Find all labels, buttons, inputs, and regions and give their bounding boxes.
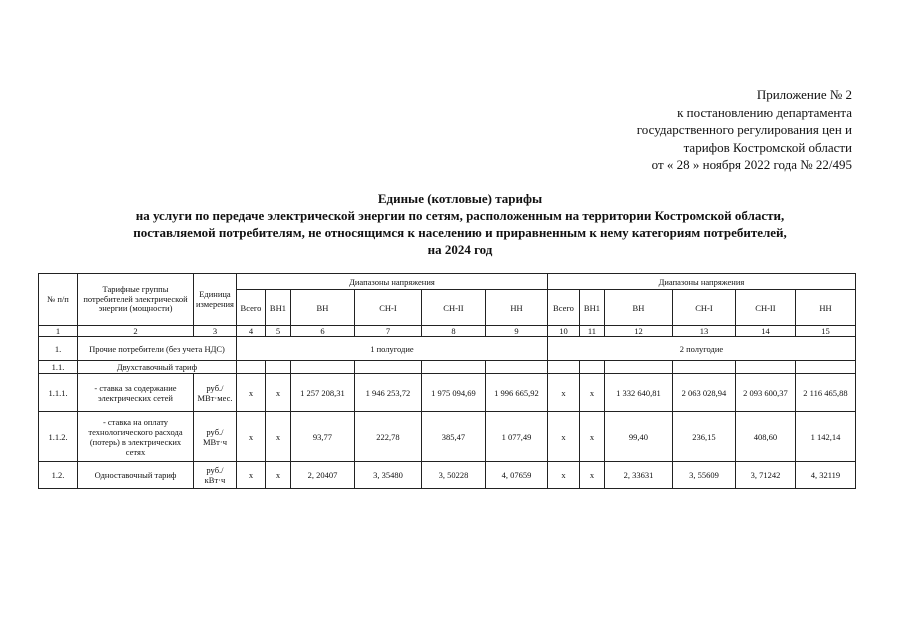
empty-cell [547,361,579,374]
col-number: 4 [236,326,265,337]
empty-cell [236,361,265,374]
value-cell: x [579,374,604,412]
value-cell: 1 257 208,31 [290,374,354,412]
col-number: 7 [354,326,421,337]
row-number: 1.2. [39,462,78,489]
value-cell: x [265,374,290,412]
value-cell: 2 093 600,37 [735,374,795,412]
value-cell: 1 332 640,81 [604,374,672,412]
col-number: 8 [421,326,485,337]
header-col: Всего [236,290,265,326]
value-cell: x [236,462,265,489]
value-cell: x [547,412,579,462]
col-number: 2 [78,326,194,337]
empty-cell [265,361,290,374]
value-cell: 4, 07659 [485,462,547,489]
value-cell: 93,77 [290,412,354,462]
col-number: 15 [795,326,855,337]
row-number: 1.1. [39,361,78,374]
col-number: 1 [39,326,78,337]
document-title [60,190,860,258]
tariff-table [38,273,856,489]
value-cell: x [236,374,265,412]
section-name: Прочие потребители (без учета НДС) [78,337,237,361]
row-name: - ставка на оплату технологического расхода (потерь) в электрических сетях [78,412,194,462]
col-number: 11 [579,326,604,337]
value-cell: 1 975 094,69 [421,374,485,412]
appendix-line: Приложение № 2 [756,87,852,102]
empty-cell [579,361,604,374]
header-col: СН-II [421,290,485,326]
value-cell: 4, 32119 [795,462,855,489]
col-number: 3 [194,326,237,337]
header-groups: Тарифные группы потребителей электрической энергии (мощности) [78,274,194,326]
appendix-line: к постановлению департамента [677,104,852,120]
value-cell: 385,47 [421,412,485,462]
header-voltage-h1: Диапазоны напряжения [236,274,547,290]
header-unit: Единица измерения [194,274,237,326]
empty-cell [354,361,421,374]
row-name: - ставка за содержание электрических сетей [78,374,194,412]
header-col: НН [795,290,855,326]
col-number: 10 [547,326,579,337]
title-line: на 2024 год [427,242,493,257]
empty-cell [290,361,354,374]
appendix-line: тарифов Костромской области [683,139,852,155]
value-cell: 1 077,49 [485,412,547,462]
header-col: Всего [547,290,579,326]
empty-cell [672,361,735,374]
header-col: СН-I [354,290,421,326]
value-cell: 2 116 465,88 [795,374,855,412]
value-cell: 2, 33631 [604,462,672,489]
value-cell: 236,15 [672,412,735,462]
value-cell: x [547,462,579,489]
value-cell: 1 946 253,72 [354,374,421,412]
value-cell: 3, 50228 [421,462,485,489]
header-col: СН-II [735,290,795,326]
empty-cell [485,361,547,374]
header-col: ВН1 [265,290,290,326]
row-name: Одноставочный тариф [78,462,194,489]
value-cell: 1 142,14 [795,412,855,462]
title-line: на услуги по передаче электрической энергии по сетям, расположенным на территории Костромской области, [135,208,785,223]
value-cell: x [579,462,604,489]
value-cell: 99,40 [604,412,672,462]
appendix-line: от « 28 » ноября 2022 года № 22/495 [651,157,852,172]
col-number: 6 [290,326,354,337]
col-number: 13 [672,326,735,337]
col-number: 5 [265,326,290,337]
empty-cell [735,361,795,374]
value-cell: 2 063 028,94 [672,374,735,412]
header-num: № п/п [39,274,78,326]
row-unit: руб./ МВт·ч [194,412,237,462]
header-col: ВН [604,290,672,326]
value-cell: 3, 71242 [735,462,795,489]
row-number: 1.1.1. [39,374,78,412]
section-name: Двухставочный тариф [78,361,237,374]
row-number: 1.1.2. [39,412,78,462]
value-cell: 3, 35480 [354,462,421,489]
half-year-2: 2 полугодие [547,337,855,361]
empty-cell [421,361,485,374]
empty-cell [604,361,672,374]
value-cell: 3, 55609 [672,462,735,489]
title-line: поставляемой потребителям, не относящимся к населению и приравненным к нему категориям потребителей, [133,225,787,240]
value-cell: x [265,412,290,462]
col-number: 12 [604,326,672,337]
value-cell: 2, 20407 [290,462,354,489]
value-cell: x [579,412,604,462]
appendix-line: государственного регулирования цен и [636,122,852,137]
appendix-block [637,86,852,174]
value-cell: 1 996 665,92 [485,374,547,412]
col-number: 14 [735,326,795,337]
value-cell: 408,60 [735,412,795,462]
row-unit: руб./ МВт·мес. [194,374,237,412]
header-col: ВН1 [579,290,604,326]
value-cell: x [265,462,290,489]
header-col: ВН [290,290,354,326]
empty-cell [795,361,855,374]
value-cell: x [236,412,265,462]
half-year-1: 1 полугодие [236,337,547,361]
header-col: НН [485,290,547,326]
col-number: 9 [485,326,547,337]
row-unit: руб./ кВт·ч [194,462,237,489]
header-voltage-h2: Диапазоны напряжения [547,274,855,290]
header-col: СН-I [672,290,735,326]
value-cell: x [547,374,579,412]
title-line: Единые (котловые) тарифы [377,191,543,206]
value-cell: 222,78 [354,412,421,462]
row-number: 1. [39,337,78,361]
